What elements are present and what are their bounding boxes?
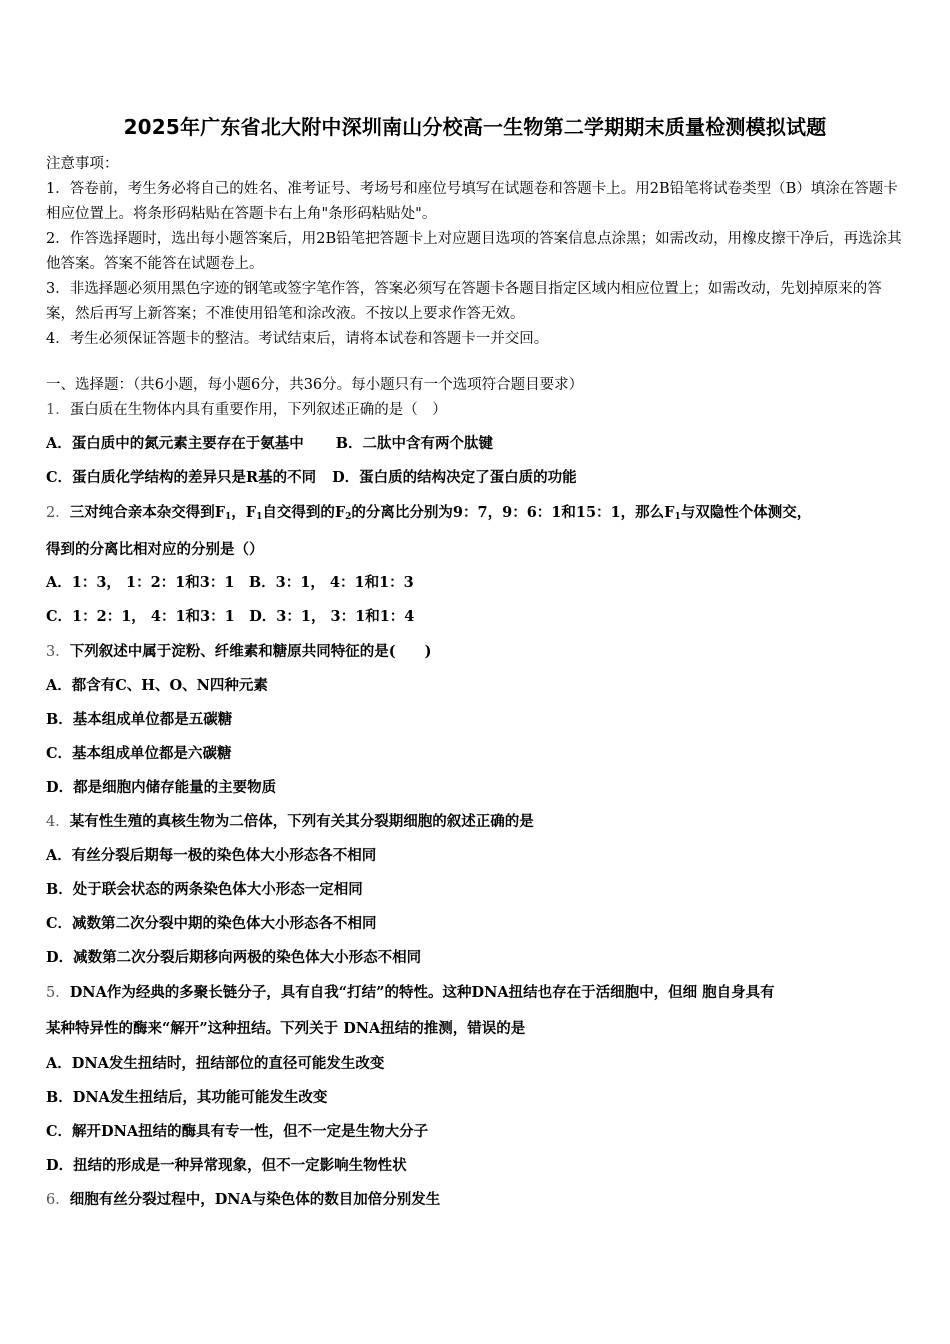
question-3-option-b: B．基本组成单位都是五碳糖 [46,711,233,728]
stem-part: 的分离比分别为9：7，9：6：1和15：1，那么F [351,504,675,521]
question-2-options-ab: A．1：3， 1：2：1和3：1 B．3：1， 4：1和1：3 [46,574,414,591]
question-3-option-c: C．基本组成单位都是六碳糖 [46,745,232,762]
question-5-option-d: D．扭结的形成是一种异常现象，但不一定影响生物性状 [46,1157,407,1174]
question-number: 3． [46,644,70,660]
question-text: DNA作为经典的多聚长链分子，具有自我“打结”的特性。这种DNA扭结也存在于活细胞中，但细 胞自身具有 [69,984,775,1001]
question-5-option-a: A．DNA发生扭结时，扭结部位的直径可能发生改变 [46,1055,385,1072]
question-4-option-b: B．处于联会状态的两条染色体大小形态一定相同 [46,881,363,898]
question-text: 某有性生殖的真核生物为二倍体，下列有关其分裂期细胞的叙述正确的是 [69,813,534,830]
question-text: 细胞有丝分裂过程中，DNA与染色体的数目加倍分别发生 [69,1191,441,1208]
notes-heading: 注意事项： [46,156,119,172]
question-3-option-d: D．都是细胞内储存能量的主要物质 [46,779,277,796]
question-5-option-b: B．DNA发生扭结后，其功能可能发生改变 [46,1089,328,1106]
section-heading: 一、选择题：（共6小题，每小题6分，共36分。每小题只有一个选项符合题目要求） [46,377,584,393]
question-number: 2． [46,505,70,521]
notes-item-2: 2．作答选择题时，选出每小题答案后，用2B铅笔把答题卡上对应题目选项的答案信息点涂黑；如需改动，用橡皮擦干净后，再选涂其他答案。答案不能答在试题卷上。 [46,231,902,272]
notes-item-1: 1．答卷前，考生务必将自己的姓名、准考证号、考场号和座位号填写在试题卷和答题卡上。用2B铅笔将试卷类型（B）填涂在答题卡相应位置上。将条形码粘贴在答题卡右上角"条形码粘贴处"。 [46,181,898,222]
notes-item-3: 3．非选择题必须用黑色字迹的钢笔或签字笔作答，答案必须写在答题卡各题目指定区域内相应位置上；如需改动，先划掉原来的答案，然后再写上新答案；不准使用铅笔和涂改液。不按以上要求作答无效。 [46,281,882,322]
stem-part: 三对纯合亲本杂交得到F [69,504,226,521]
question-number: 5． [46,985,70,1001]
question-2-options-cd: C．1：2：1， 4：1和3：1 D．3：1， 3：1和1：4 [46,608,415,625]
subscript: 1 [674,512,681,522]
question-number: 4． [46,814,70,830]
question-4-option-a: A．有丝分裂后期每一极的染色体大小形态各不相同 [46,847,377,864]
stem-part: 与双隐性个体测交， [680,504,812,521]
question-text: 下列叙述中属于淀粉、纤维素和糖原共同特征的是( ) [69,643,432,660]
question-4-stem [46,811,916,833]
option-a: A．蛋白质中的氮元素主要存在于氨基中 [46,435,304,452]
question-3-option-a: A．都含有C、H、O、N四种元素 [46,677,268,694]
question-5-stem [46,982,916,1004]
option-c: C．蛋白质化学结构的差异只是R基的不同 [46,469,317,486]
subscript: 1 [225,512,232,522]
notes-item-4: 4．考生必须保证答题卡的整洁。考试结束后，请将本试卷和答题卡一并交回。 [46,331,549,347]
question-4-option-c: C．减数第二次分裂中期的染色体大小形态各不相同 [46,915,377,932]
subscript: 1 [256,512,263,522]
question-2-stem-line2: 得到的分离比相对应的分别是（） [46,541,264,558]
question-text: 蛋白质在生物体内具有重要作用，下列叙述正确的是（ ） [69,402,447,418]
question-5-stem-line2: 某种特异性的酶来“解开”这种扭结。下列关于 DNA扭结的推测，错误的是 [46,1020,526,1037]
question-1-options-cd [46,467,916,489]
question-3-stem [46,641,916,663]
option-b: B．二肽中含有两个肽键 [335,435,494,452]
option-d: D．蛋白质的结构决定了蛋白质的功能 [332,469,577,486]
question-2-stem [46,502,916,528]
question-number: 1． [46,402,70,418]
question-number: 6． [46,1192,70,1208]
question-1-options-ab [46,433,916,455]
notes-block [46,152,906,352]
stem-part: 自交得到的F [262,504,346,521]
question-4-option-d: D．减数第二次分裂后期移向两极的染色体大小形态不相同 [46,949,422,966]
subscript: 2 [345,512,352,522]
page-title: 2025年广东省北大附中深圳南山分校高一生物第二学期期末质量检测模拟试题 [123,115,827,139]
question-6-stem [46,1189,916,1211]
stem-part: ，F [231,504,257,521]
question-1-stem [46,399,916,421]
question-5-option-c: C．解开DNA扭结的酶具有专一性，但不一定是生物大分子 [46,1123,429,1140]
